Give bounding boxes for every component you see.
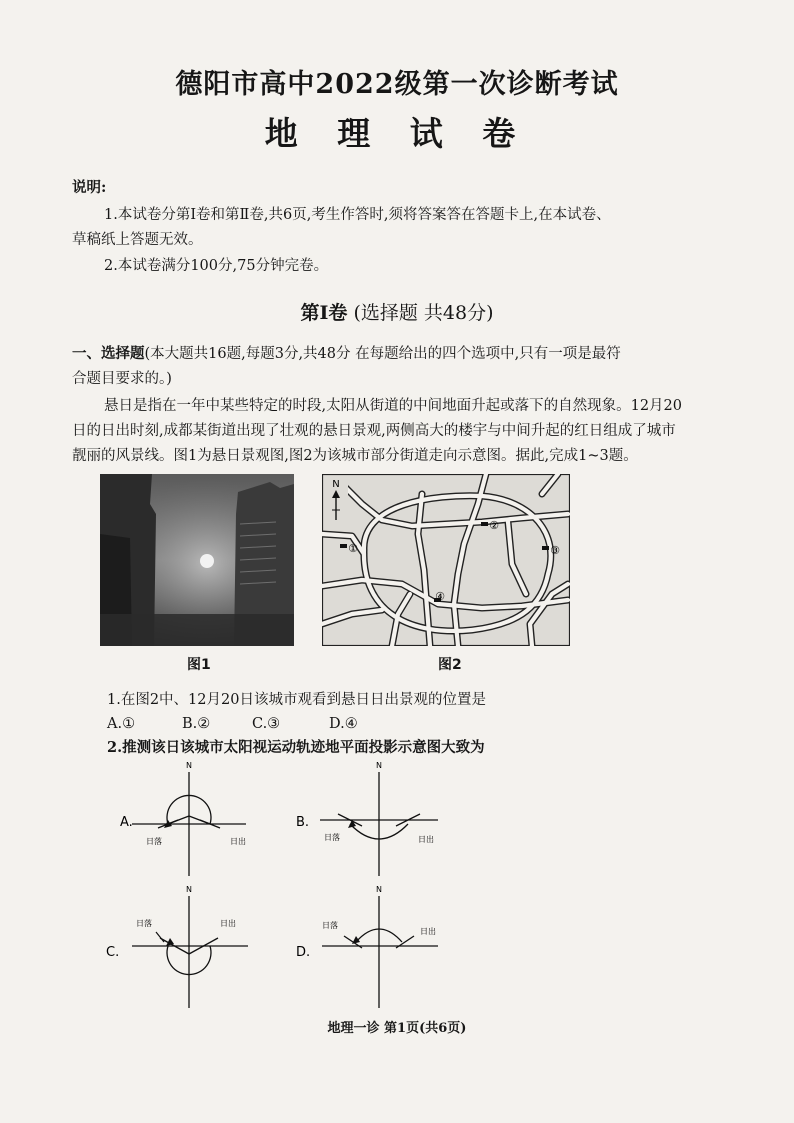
sunrise-label: 日出 <box>230 837 246 846</box>
q2-option-d[interactable] <box>290 884 460 1014</box>
north-label: N <box>186 885 192 894</box>
option-letter: D. <box>296 945 311 960</box>
sunrise-street-photo <box>100 474 294 646</box>
instructions-label: 一、选择题 <box>72 345 145 362</box>
notes-item-2: 2.本试卷满分100分,75分钟完卷。 <box>104 258 329 274</box>
notes-item-1-cont: 草稿纸上答题无效。 <box>72 232 203 248</box>
option-letter: B. <box>296 815 310 830</box>
notes-heading: 说明: <box>72 179 107 196</box>
sun-path-diagram-c <box>100 884 270 1014</box>
exam-subject: 地 理 试 卷 <box>264 114 530 153</box>
marker-4: ④ <box>435 590 445 603</box>
sun-path-diagram-d <box>290 884 460 1014</box>
marker-2: ② <box>489 519 499 532</box>
instructions-line-1 <box>72 342 621 366</box>
marker-3: ③ <box>550 544 560 557</box>
north-label: N <box>376 761 382 770</box>
sunrise-label: 日出 <box>420 927 436 936</box>
sunrise-label: 日出 <box>418 835 434 844</box>
sunset-label: 日落 <box>146 837 162 846</box>
notes-item-1: 1.本试卷分第Ⅰ卷和第Ⅱ卷,共6页,考生作答时,须将答案答在答题卡上,在本试卷、 <box>104 207 611 223</box>
figure-1-photo <box>100 474 294 646</box>
option-letter: A. <box>120 815 133 830</box>
section-detail: (选择题 共48分) <box>353 302 494 324</box>
sunset-label: 日落 <box>324 833 340 842</box>
sunset-label: 日落 <box>136 919 152 928</box>
figure-1-caption: 图1 <box>187 657 211 673</box>
q1-option-c[interactable]: C.③ <box>252 716 281 732</box>
exam-title: 德阳市高中2022级第一次诊断考试 <box>175 69 619 100</box>
sun-path-diagram-a <box>100 758 270 878</box>
section-heading <box>0 298 794 325</box>
north-label: N <box>332 479 340 490</box>
sun-icon <box>200 554 214 568</box>
q1-option-b[interactable]: B.② <box>182 716 211 732</box>
page-footer: 地理一诊 第1页(共6页) <box>327 1021 467 1036</box>
q2-option-b[interactable] <box>290 758 460 878</box>
sunset-label: 日落 <box>322 921 338 930</box>
north-label: N <box>376 885 382 894</box>
q2-option-a[interactable] <box>100 758 270 878</box>
north-label: N <box>186 761 192 770</box>
passage-line-1: 悬日是指在一年中某些特定的时段,太阳从街道的中间地面升起或落下的自然现象。12月20 <box>104 398 683 414</box>
q1-option-d[interactable]: D.④ <box>329 716 358 732</box>
sun-path-diagram-b <box>290 758 460 878</box>
passage-line-3: 靓丽的风景线。图1为悬日景观图,图2为该城市部分街道走向示意图。据此,完成1~3题。 <box>72 448 638 464</box>
passage-line-2: 日的日出时刻,成都某街道出现了壮观的悬日景观,两侧高大的楼宇与中间升起的红日组成了城市 <box>72 423 676 439</box>
section-part: 第Ⅰ卷 <box>300 302 348 324</box>
question-2-stem: 2.推测该日该城市太阳视运动轨迹地平面投影示意图大致为 <box>107 739 485 756</box>
q1-option-a[interactable]: A.① <box>107 716 136 732</box>
instructions-text: (本大题共16题,每题3分,共48分 在每题给出的四个选项中,只有一项是最符 <box>144 346 621 362</box>
instructions-line-2: 合题目要求的。) <box>72 371 172 387</box>
figure-2-street-map <box>322 474 570 646</box>
sunrise-label: 日出 <box>220 919 236 928</box>
street-map-svg <box>322 474 570 646</box>
q2-option-c[interactable] <box>100 884 270 1014</box>
figure-2-caption: 图2 <box>438 657 462 673</box>
option-letter: C. <box>106 945 120 960</box>
marker-1: ① <box>348 542 358 555</box>
question-1-stem: 1.在图2中、12月20日该城市观看到悬日日出景观的位置是 <box>107 692 486 708</box>
